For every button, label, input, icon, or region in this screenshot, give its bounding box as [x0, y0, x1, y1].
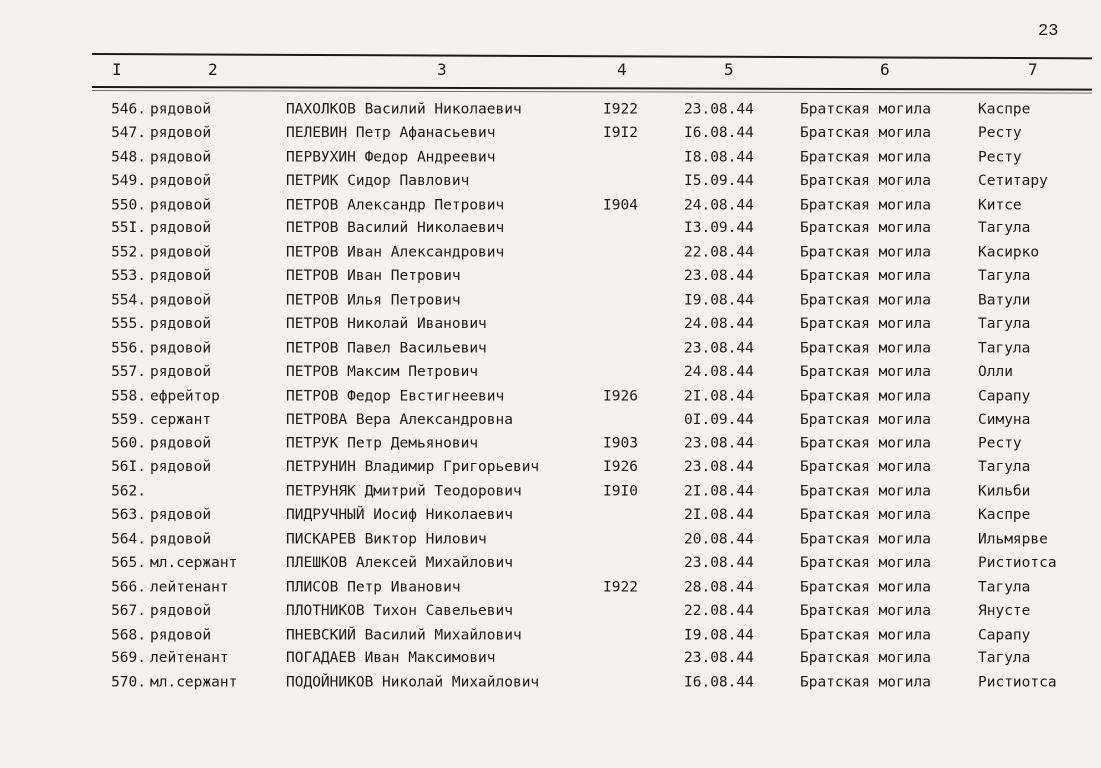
record-number: 549.: [111, 172, 146, 189]
header-thin-rule: [92, 90, 1092, 94]
record-burial-place: Ватули: [978, 292, 1031, 309]
record-burial-place: Тагула: [978, 220, 1031, 237]
record-death-date: I3.09.44: [684, 220, 754, 237]
record-rank: рядовой: [150, 149, 212, 166]
record-burial-type: Братская могила: [800, 197, 931, 214]
record-burial-place: Ресту: [978, 435, 1022, 452]
record-number: 55I.: [111, 220, 146, 237]
record-number: 563.: [111, 507, 146, 524]
record-birth-year: I9I2: [603, 124, 638, 141]
record-number: 559.: [111, 411, 146, 428]
record-burial-type: Братская могила: [800, 388, 931, 405]
table-row: [0, 220, 1101, 244]
record-burial-type: Братская могила: [800, 627, 931, 644]
record-death-date: 23.08.44: [684, 101, 754, 118]
record-burial-type: Братская могила: [800, 244, 931, 261]
record-name: ПЕТРОВ Максим Петрович: [286, 363, 479, 380]
record-rank: рядовой: [150, 172, 212, 189]
table-row: [0, 484, 1101, 508]
record-birth-year: I926: [603, 459, 638, 476]
record-name: ПЛОТНИКОВ Тихон Савельевич: [286, 602, 513, 619]
record-number: 570.: [111, 674, 146, 691]
column-header-7: 7: [1028, 60, 1038, 79]
record-name: ПЕТРОВ Александр Петрович: [286, 197, 505, 214]
column-header-6: 6: [880, 60, 890, 79]
record-death-date: 24.08.44: [684, 316, 754, 333]
record-birth-year: I922: [603, 101, 638, 118]
table-row: [0, 197, 1101, 221]
record-rank: сержант: [150, 411, 212, 428]
table-row: [0, 436, 1101, 460]
record-name: ПЕРВУХИН Федор Андреевич: [286, 149, 496, 166]
record-number: 556.: [111, 340, 146, 357]
record-rank: ефрейтор: [150, 388, 220, 405]
record-number: 562.: [111, 483, 146, 500]
record-number: 554.: [111, 292, 146, 309]
record-rank: рядовой: [150, 507, 212, 524]
record-burial-place: Ристиотса: [978, 674, 1057, 691]
record-birth-year: I9I0: [603, 483, 638, 500]
table-row: [0, 125, 1101, 149]
record-burial-type: Братская могила: [800, 554, 931, 571]
record-name: ПАХОЛКОВ Василий Николаевич: [286, 101, 522, 118]
column-header-3: 3: [437, 60, 447, 79]
table-row: [0, 579, 1101, 603]
record-name: ПЕТРОВ Иван Петрович: [286, 268, 461, 285]
record-number: 553.: [111, 268, 146, 285]
record-burial-type: Братская могила: [800, 220, 931, 237]
record-burial-place: Сарапу: [978, 627, 1031, 644]
record-burial-type: Братская могила: [800, 292, 931, 309]
record-name: ПНЕВСКИЙ Василий Михайлович: [286, 627, 522, 644]
record-rank: рядовой: [150, 459, 212, 476]
record-burial-type: Братская могила: [800, 149, 931, 166]
record-burial-place: Ильмярве: [978, 531, 1048, 548]
record-death-date: I5.09.44: [684, 172, 754, 189]
record-burial-type: Братская могила: [800, 483, 931, 500]
record-name: ПЕТРОВ Иван Александрович: [286, 244, 505, 261]
record-burial-place: Тагула: [978, 316, 1031, 333]
table-row: [0, 102, 1101, 126]
record-rank: лейтенант: [150, 650, 229, 667]
table-row: [0, 459, 1101, 483]
record-number: 552.: [111, 244, 146, 261]
record-rank: рядовой: [150, 244, 212, 261]
column-header-4: 4: [617, 60, 627, 79]
record-name: ПЕТРУК Петр Демьянович: [286, 435, 479, 452]
table-row: [0, 650, 1101, 674]
table-row: [0, 675, 1101, 699]
header-top-rule: [92, 53, 1092, 59]
record-death-date: I6.08.44: [684, 124, 754, 141]
records-table: [0, 101, 1101, 698]
record-burial-type: Братская могила: [800, 101, 931, 118]
table-row: [0, 364, 1101, 388]
record-name: ПИДРУЧНЫЙ Иосиф Николаевич: [286, 507, 513, 524]
record-name: ПЛЕШКОВ Алексей Михайлович: [286, 554, 513, 571]
record-number: 56I.: [111, 459, 146, 476]
record-rank: рядовой: [150, 435, 212, 452]
record-burial-place: Ресту: [978, 124, 1022, 141]
record-burial-place: Тагула: [978, 340, 1031, 357]
record-burial-place: Ристиотса: [978, 554, 1057, 571]
record-burial-type: Братская могила: [800, 340, 931, 357]
table-row: [0, 412, 1101, 436]
record-burial-type: Братская могила: [800, 268, 931, 285]
table-row: [0, 388, 1101, 412]
record-death-date: 24.08.44: [684, 197, 754, 214]
record-rank: рядовой: [150, 292, 212, 309]
record-burial-place: Тагула: [978, 459, 1031, 476]
record-birth-year: I903: [603, 435, 638, 452]
record-burial-place: Сетитару: [978, 172, 1048, 189]
table-row: [0, 316, 1101, 340]
record-burial-place: Тагула: [978, 650, 1031, 667]
record-number: 568.: [111, 627, 146, 644]
record-burial-type: Братская могила: [800, 363, 931, 380]
record-death-date: 23.08.44: [684, 650, 754, 667]
record-name: ПЕТРОВА Вера Александровна: [286, 411, 513, 428]
record-death-date: 0I.09.44: [684, 411, 754, 428]
table-row: [0, 245, 1101, 269]
record-burial-place: Кильби: [978, 483, 1031, 500]
record-name: ПОГАДАЕВ Иван Максимович: [286, 650, 496, 667]
table-row: [0, 627, 1101, 651]
column-header-1: I: [112, 60, 122, 79]
record-number: 546.: [111, 101, 146, 118]
column-headers: [0, 60, 1101, 84]
record-death-date: 23.08.44: [684, 435, 754, 452]
table-row: [0, 293, 1101, 317]
record-name: ПЕТРОВ Павел Васильевич: [286, 340, 487, 357]
record-burial-type: Братская могила: [800, 172, 931, 189]
record-burial-place: Тагула: [978, 268, 1031, 285]
record-name: ПИСКАРЕВ Виктор Нилович: [286, 531, 487, 548]
record-number: 550.: [111, 197, 146, 214]
record-death-date: 23.08.44: [684, 554, 754, 571]
record-burial-type: Братская могила: [800, 459, 931, 476]
record-burial-type: Братская могила: [800, 674, 931, 691]
record-name: ПЕЛЕВИН Петр Афанасьевич: [286, 124, 496, 141]
record-birth-year: I926: [603, 388, 638, 405]
record-rank: рядовой: [150, 363, 212, 380]
column-header-2: 2: [208, 60, 218, 79]
record-rank: рядовой: [150, 101, 212, 118]
record-rank: лейтенант: [150, 579, 229, 596]
record-death-date: 28.08.44: [684, 579, 754, 596]
table-row: [0, 173, 1101, 197]
record-number: 567.: [111, 602, 146, 619]
record-death-date: I9.08.44: [684, 292, 754, 309]
table-row: [0, 507, 1101, 531]
record-burial-place: Ресту: [978, 149, 1022, 166]
record-death-date: 23.08.44: [684, 459, 754, 476]
record-burial-place: Янусте: [978, 602, 1031, 619]
record-burial-type: Братская могила: [800, 507, 931, 524]
record-name: ПЕТРИК Сидор Павлович: [286, 172, 470, 189]
record-number: 547.: [111, 124, 146, 141]
table-row: [0, 340, 1101, 364]
table-row: [0, 268, 1101, 292]
record-burial-place: Каспре: [978, 507, 1031, 524]
record-number: 557.: [111, 363, 146, 380]
record-name: ПЕТРОВ Василий Николаевич: [286, 220, 505, 237]
record-name: ПЕТРОВ Николай Иванович: [286, 316, 487, 333]
record-number: 560.: [111, 435, 146, 452]
record-death-date: 22.08.44: [684, 244, 754, 261]
record-death-date: I9.08.44: [684, 627, 754, 644]
record-death-date: I6.08.44: [684, 674, 754, 691]
record-burial-type: Братская могила: [800, 435, 931, 452]
record-name: ПЕТРОВ Федор Евстигнеевич: [286, 388, 505, 405]
record-number: 565.: [111, 554, 146, 571]
record-death-date: 20.08.44: [684, 531, 754, 548]
record-burial-type: Братская могила: [800, 579, 931, 596]
record-number: 564.: [111, 531, 146, 548]
column-header-5: 5: [724, 60, 734, 79]
record-rank: мл.сержант: [150, 554, 238, 571]
record-rank: рядовой: [150, 220, 212, 237]
record-burial-place: Симуна: [978, 411, 1031, 428]
record-burial-type: Братская могила: [800, 124, 931, 141]
record-number: 566.: [111, 579, 146, 596]
record-death-date: 24.08.44: [684, 363, 754, 380]
record-burial-type: Братская могила: [800, 531, 931, 548]
record-rank: рядовой: [150, 340, 212, 357]
record-death-date: 22.08.44: [684, 602, 754, 619]
record-death-date: I8.08.44: [684, 149, 754, 166]
table-row: [0, 149, 1101, 173]
record-death-date: 23.08.44: [684, 340, 754, 357]
record-rank: мл.сержант: [150, 674, 238, 691]
record-burial-place: Каспре: [978, 101, 1031, 118]
record-burial-place: Сарапу: [978, 388, 1031, 405]
page-number: 23: [1038, 22, 1059, 41]
record-rank: рядовой: [150, 197, 212, 214]
record-death-date: 2I.08.44: [684, 507, 754, 524]
record-rank: рядовой: [150, 268, 212, 285]
record-number: 555.: [111, 316, 146, 333]
record-burial-type: Братская могила: [800, 602, 931, 619]
record-rank: рядовой: [150, 627, 212, 644]
record-name: ПЕТРУНЯК Дмитрий Теодорович: [286, 483, 522, 500]
record-birth-year: I922: [603, 579, 638, 596]
record-burial-place: Касирко: [978, 244, 1040, 261]
record-burial-place: Олли: [978, 363, 1013, 380]
record-burial-type: Братская могила: [800, 650, 931, 667]
record-number: 558.: [111, 388, 146, 405]
table-row: [0, 603, 1101, 627]
record-death-date: 2I.08.44: [684, 483, 754, 500]
record-burial-place: Китсе: [978, 197, 1022, 214]
table-row: [0, 555, 1101, 579]
record-burial-type: Братская могила: [800, 411, 931, 428]
record-name: ПОДОЙНИКОВ Николай Михайлович: [286, 674, 540, 691]
record-rank: рядовой: [150, 316, 212, 333]
record-name: ПЛИСОВ Петр Иванович: [286, 579, 461, 596]
record-number: 569.: [111, 650, 146, 667]
record-number: 548.: [111, 149, 146, 166]
record-birth-year: I904: [603, 197, 638, 214]
record-name: ПЕТРУНИН Владимир Григорьевич: [286, 459, 540, 476]
record-burial-place: Тагула: [978, 579, 1031, 596]
table-row: [0, 532, 1101, 556]
record-rank: рядовой: [150, 531, 212, 548]
record-name: ПЕТРОВ Илья Петрович: [286, 292, 461, 309]
record-rank: рядовой: [150, 602, 212, 619]
record-death-date: 2I.08.44: [684, 388, 754, 405]
record-burial-type: Братская могила: [800, 316, 931, 333]
record-death-date: 23.08.44: [684, 268, 754, 285]
record-rank: рядовой: [150, 124, 212, 141]
